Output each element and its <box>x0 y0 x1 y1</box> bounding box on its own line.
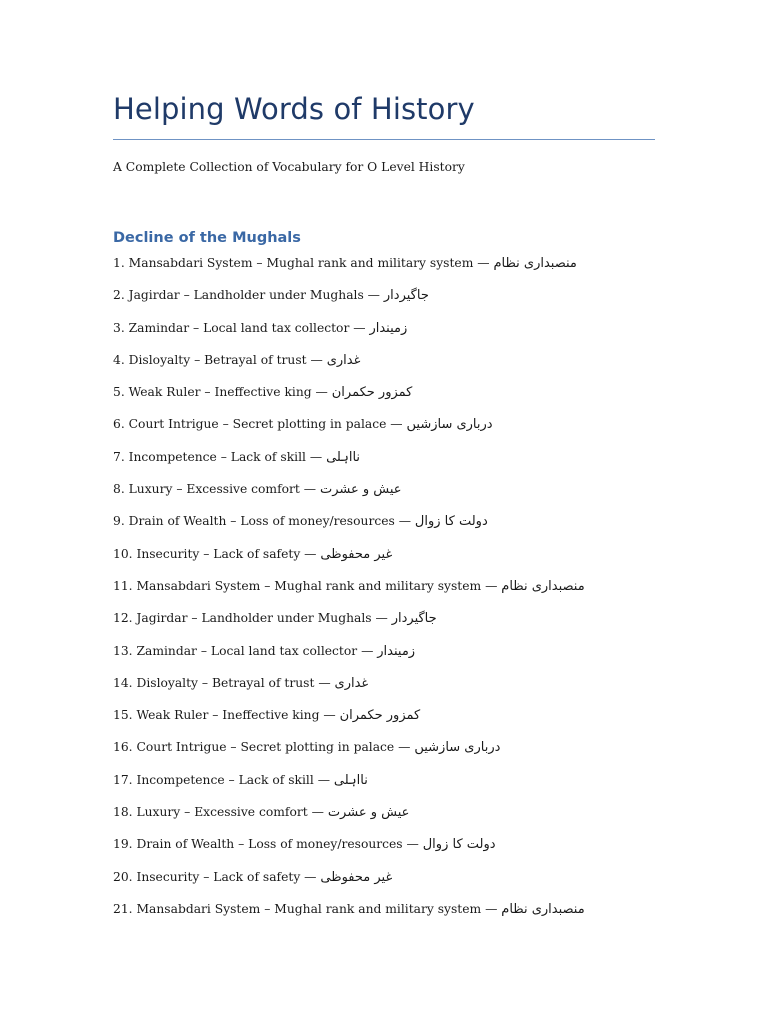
list-item <box>113 352 713 384</box>
urdu-translation: عیش و عشرت <box>327 805 410 821</box>
list-item <box>113 449 713 481</box>
term-text: 12. Jagirdar – Landholder under Mughals — <box>113 611 392 626</box>
term-text: 5. Weak Ruler – Ineffective king — <box>113 385 332 400</box>
list-item <box>113 513 713 545</box>
list-item <box>113 675 713 707</box>
urdu-translation: دولت کا زوال <box>414 514 488 530</box>
list-item <box>113 384 713 416</box>
list-item <box>113 804 713 836</box>
list-item <box>113 707 713 739</box>
urdu-translation: زمیندار <box>377 643 416 659</box>
vocabulary-list <box>113 255 713 933</box>
list-item <box>113 255 713 287</box>
term-text: 10. Insecurity – Lack of safety — <box>113 546 321 561</box>
title-underline <box>113 139 655 140</box>
term-text: 20. Insecurity – Lack of safety — <box>113 869 321 884</box>
term-text: 13. Zamindar – Local land tax collector — <box>113 643 378 658</box>
document-subtitle: A Complete Collection of Vocabulary for O Level History <box>113 160 465 174</box>
term-text: 8. Luxury – Excessive comfort — <box>113 482 320 497</box>
urdu-translation: نااہلی <box>326 449 361 465</box>
term-text: 9. Drain of Wealth – Loss of money/resources — <box>113 514 415 529</box>
urdu-translation: جاگیردار <box>383 288 429 304</box>
term-text: 18. Luxury – Excessive comfort — <box>113 805 328 820</box>
urdu-translation: کمزور حکمران <box>331 385 413 401</box>
term-text: 17. Incompetence – Lack of skill — <box>113 772 334 787</box>
document-title: Helping Words of History <box>113 92 475 126</box>
term-text: 21. Mansabdari System – Mughal rank and military system — <box>113 901 502 916</box>
section-heading: Decline of the Mughals <box>113 230 301 246</box>
term-text: 1. Mansabdari System – Mughal rank and military system — <box>113 256 494 270</box>
term-text: 3. Zamindar – Local land tax collector — <box>113 320 370 335</box>
urdu-translation: عیش و عشرت <box>319 482 402 498</box>
term-text: 15. Weak Ruler – Ineffective king — <box>113 708 340 723</box>
list-item <box>113 578 713 610</box>
urdu-translation: منصبداری نظام <box>501 901 585 917</box>
term-text: 11. Mansabdari System – Mughal rank and military system — <box>113 578 502 593</box>
term-text: 19. Drain of Wealth – Loss of money/resources — <box>113 837 423 852</box>
urdu-translation: غداری <box>326 352 361 368</box>
list-item <box>113 901 713 933</box>
list-item <box>113 481 713 513</box>
term-text: 2. Jagirdar – Landholder under Mughals — <box>113 288 384 303</box>
urdu-translation: غیر محفوظی <box>320 546 393 562</box>
urdu-translation: منصبداری نظام <box>501 578 585 594</box>
urdu-translation: درباری سازشیں <box>414 740 501 756</box>
term-text: 4. Disloyalty – Betrayal of trust — <box>113 352 327 367</box>
list-item <box>113 610 713 642</box>
list-item <box>113 287 713 319</box>
term-text: 14. Disloyalty – Betrayal of trust — <box>113 675 335 690</box>
list-item <box>113 416 713 448</box>
term-text: 16. Court Intrigue – Secret plotting in palace — <box>113 740 415 755</box>
urdu-translation: زمیندار <box>369 320 408 336</box>
term-text: 7. Incompetence – Lack of skill — <box>113 449 327 464</box>
term-text: 6. Court Intrigue – Secret plotting in palace — <box>113 417 407 432</box>
list-item <box>113 643 713 675</box>
list-item <box>113 546 713 578</box>
urdu-translation: نااہلی <box>333 772 368 788</box>
urdu-translation: منصبداری نظام <box>493 256 577 271</box>
urdu-translation: جاگیردار <box>391 611 437 627</box>
list-item <box>113 869 713 901</box>
urdu-translation: دولت کا زوال <box>422 837 496 853</box>
list-item <box>113 739 713 771</box>
list-item <box>113 772 713 804</box>
urdu-translation: غداری <box>334 675 369 691</box>
urdu-translation: کمزور حکمران <box>339 708 421 724</box>
urdu-translation: غیر محفوظی <box>320 869 393 885</box>
urdu-translation: درباری سازشیں <box>406 417 493 433</box>
list-item <box>113 320 713 352</box>
list-item <box>113 836 713 868</box>
